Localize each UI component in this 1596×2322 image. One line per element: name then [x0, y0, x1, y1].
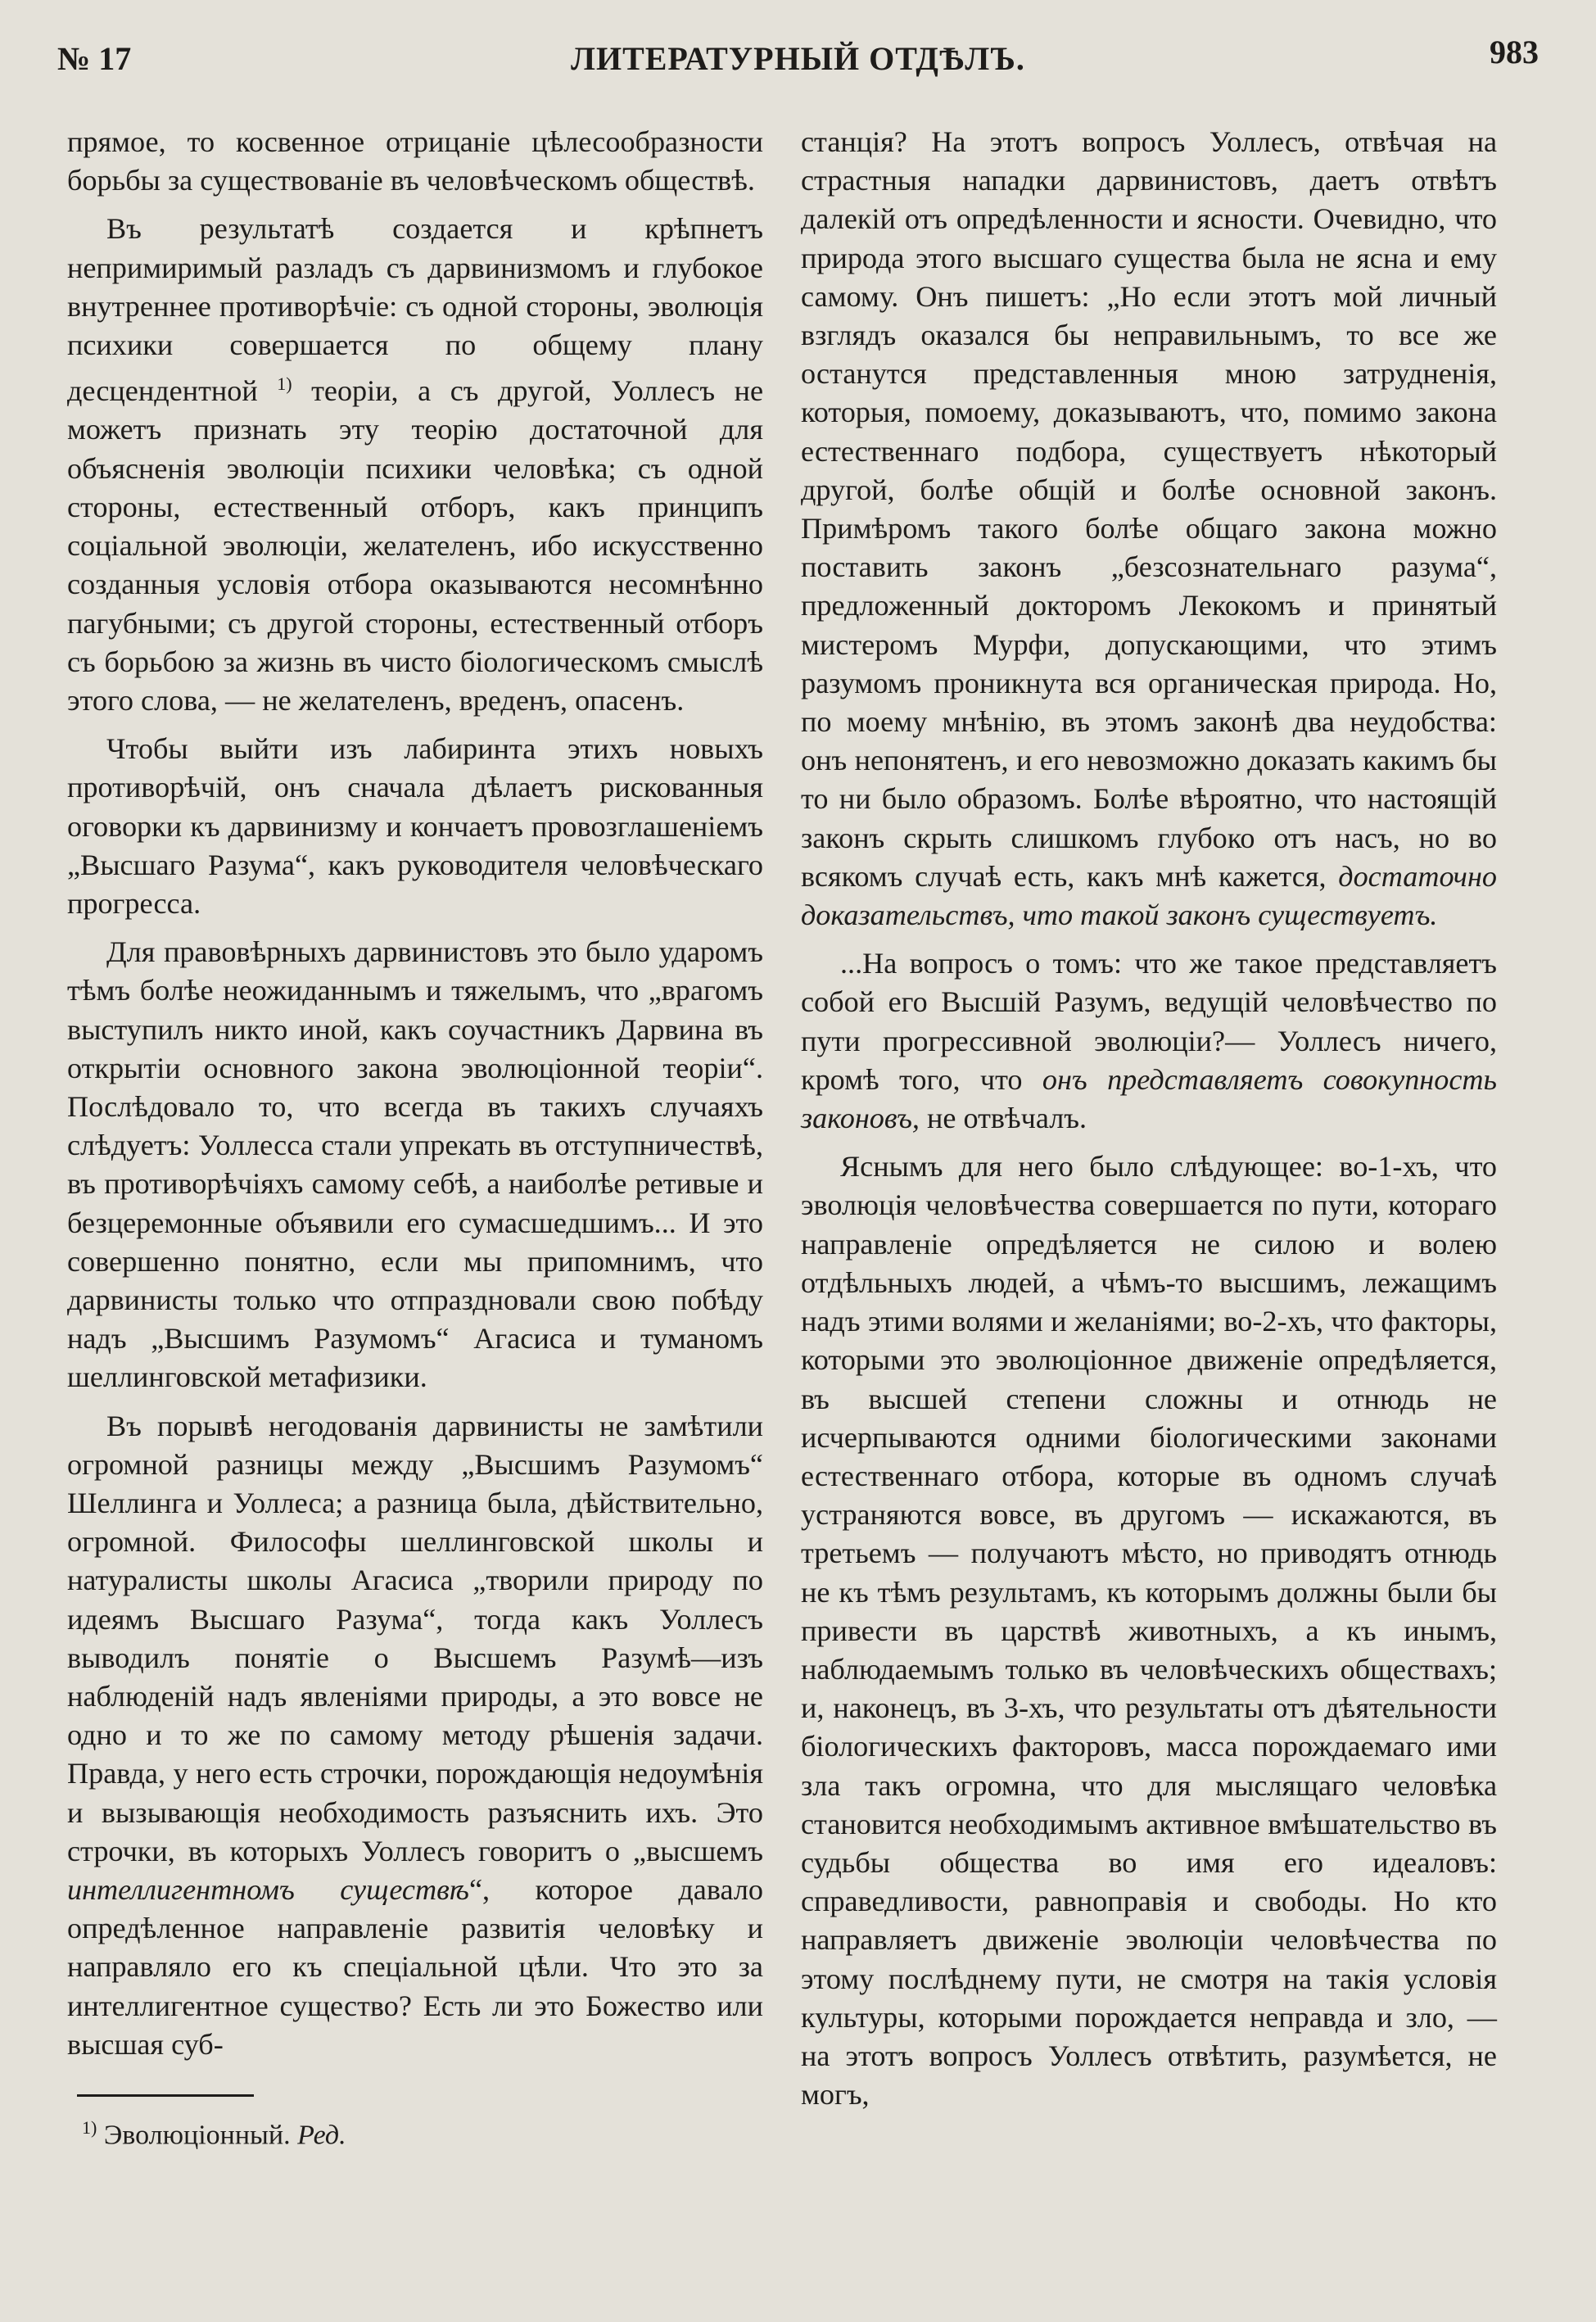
footnote	[82, 2117, 346, 2151]
section-title: ЛИТЕРАТУРНЫЙ ОТДѢЛЪ.	[571, 40, 1025, 77]
footnote-marker: 1)	[82, 2117, 97, 2138]
footnote-rule	[77, 2094, 254, 2097]
italic-phrase: достаточно доказательствъ, что такой законъ существуетъ.	[801, 859, 1497, 932]
italic-phrase: онъ представляетъ совокупность законовъ,	[801, 1062, 1497, 1135]
paragraph: Въ результатѣ создается и крѣпнетъ непримиримый разладъ съ дарвинизмомъ и глубокое внутреннее противорѣчіе: съ одной стороны, эволюція психики совершается по общему плану десцендентной $^{1)}$ теоріи, а съ другой, Уоллесъ не можетъ признать эту теорію достаточной для объясненія эволюціи психики человѣка; съ одной стороны, естественный отборъ, какъ принципъ соціальной эволюціи, желателенъ, ибо искусственно созданныя условія отбора оказываются несомнѣнно пагубными; съ другой стороны, естественный отборъ съ борьбою за жизнь въ чисто біологическомъ смыслѣ этого слова, — не желателенъ, вреденъ, опасенъ.	[67, 212, 764, 717]
right-column	[801, 123, 1497, 2114]
page-header	[57, 33, 1539, 90]
page-number: 983	[1490, 34, 1539, 70]
paragraph: станція? На этотъ вопросъ Уоллесъ, отвѣчая на страстныя нападки дарвинистовъ, даетъ отвѣтъ далекій отъ опредѣленности и ясности. Очевидно, что природа этого высшаго существа была не ясна и ему самому. Онъ пишетъ: „Но если этотъ мой личный взглядъ оказался бы неправильнымъ, то все же останутся представленныя мною затрудненія, которыя, помоему, доказываютъ, что, помимо закона естественнаго подбора, существуетъ нѣкоторый другой, болѣе общій и болѣе основной законъ. Примѣромъ такого болѣе общаго закона можно поставить законъ „безсознательнаго разума“, предложенный докторомъ Лекокомъ и принятый мистеромъ Мурфи, допускающими, что этимъ разумомъ проникнута вся органическая природа. Но, по моему мнѣнію, въ этомъ законѣ два неудобства: онъ непонятенъ, и его невозможно доказать какимъ бы то ни было образомъ. Болѣе вѣроятно, что настоящій законъ скрыть слишкомъ глубоко отъ насъ, но во всякомъ случаѣ есть, какъ мнѣ кажется, достаточно доказательствъ, что такой законъ существуетъ.	[801, 125, 1497, 932]
paragraph: Для правовѣрныхъ дарвинистовъ это было ударомъ тѣмъ болѣе неожиданнымъ и тяжелымъ, что „врагомъ выступилъ никто иной, какъ соучастникъ Дарвина въ открытіи основного закона эволюціонной теоріи“. Послѣдовало то, что всегда въ такихъ случаяхъ слѣдуетъ: Уоллесса стали упрекать въ отступничествѣ, въ противорѣчіяхъ самому себѣ, а наиболѣе ретивые и безцеремонные объявили его сумасшедшимъ... И это совершенно понятно, если мы припомнимъ, что дарвинисты только что отпраздновали свою побѣду надъ „Высшимъ Разумомъ“ Агасиса и туманомъ шеллинговской метафизики.	[67, 935, 763, 1394]
paragraph: Въ порывѣ негодованія дарвинисты не замѣтили огромной разницы между „Высшимъ Разумомъ“ Шеллинга и Уоллеса; а разница была, дѣйствительно, огромной. Философы шеллинговской школы и натуралисты школы Агасиса „творили природу по идеямъ Высшаго Разума“, тогда какъ Уоллесъ выводилъ понятіе о Высшемъ Разумѣ—изъ наблюденій надъ явленіями природы, а это вовсе не одно и то же по самому методу рѣшенія задачи. Правда, у него есть строчки, порождающія недоумѣнія и вызывающія необходимость разъяснить ихъ. Это строчки, въ которыхъ Уоллесъ говоритъ о „высшемъ интеллигентномъ существѣ“, которое давало опредѣленное направленіе развитія человѣку и направляло его къ спеціальной цѣли. Что это за интеллигентное существо? Есть ли это Божество или высшая суб-	[67, 1409, 763, 2061]
footnote-ref: 1)	[277, 373, 292, 395]
issue-number: № 17	[57, 40, 132, 77]
paragraph: ...На вопросъ о томъ: что же такое представляетъ собой его Высшій Разумъ, ведущій человѣчество по пути прогрессивной эволюціи?— Уоллесъ ничего, кромѣ того, что онъ представляетъ совокупность законовъ, не отвѣчалъ.	[801, 947, 1497, 1135]
paragraph: Чтобы выйти изъ лабиринта этихъ новыхъ противорѣчій, онъ сначала дѣлаетъ рискованныя оговорки къ дарвинизму и кончаетъ провозглашеніемъ „Высшаго Разума“, какъ руководителя человѣческаго прогресса.	[67, 732, 763, 920]
footnote-editor-mark: Ред.	[297, 2120, 346, 2151]
paragraph: Яснымъ для него было слѣдующее: во-1-хъ, что эволюція человѣчества совершается по пути, котораго направленіе опредѣляется не силою и волею отдѣльныхъ людей, а чѣмъ-то высшимъ, лежащимъ надъ этими волями и желаніями; во-2-хъ, что факторы, которыми это эволюціонное движеніе опредѣляется, въ высшей степени сложны и отнюдь не исчерпываются одними біологическими законами естественнаго отбора, которые въ одномъ случаѣ устраняются вовсе, въ другомъ — искажаются, въ третьемъ — получаютъ мѣсто, но приводятъ отнюдь не къ тѣмъ результамъ, къ которымъ должны были бы привести въ царствѣ животныхъ, а къ инымъ, наблюдаемымъ только въ человѣческихъ обществахъ; и, наконецъ, въ 3-хъ, что результаты отъ дѣятельности біологическихъ факторовъ, масса порождаемаго ими зла такъ огромна, что для мыслящаго человѣка становится необходимымъ активное вмѣшательство въ судьбы общества во имя его идеаловъ: справедливости, равноправія и свободы. Но кто направляетъ движеніе эволюціи человѣчества по этому послѣднему пути, не смотря на такія условія культуры, которыми порождается неправда и зло, — на этотъ вопросъ Уоллесъ отвѣтить, разумѣется, не могъ,	[801, 1150, 1497, 2112]
left-column	[67, 123, 763, 2064]
footnote-text: Эволюціонный.	[103, 2120, 291, 2151]
italic-phrase: интеллигентномъ существѣ	[67, 1873, 469, 1906]
paragraph: прямое, то косвенное отрицаніе цѣлесообразности борьбы за существованіе въ человѣческомъ обществѣ.	[67, 125, 763, 197]
